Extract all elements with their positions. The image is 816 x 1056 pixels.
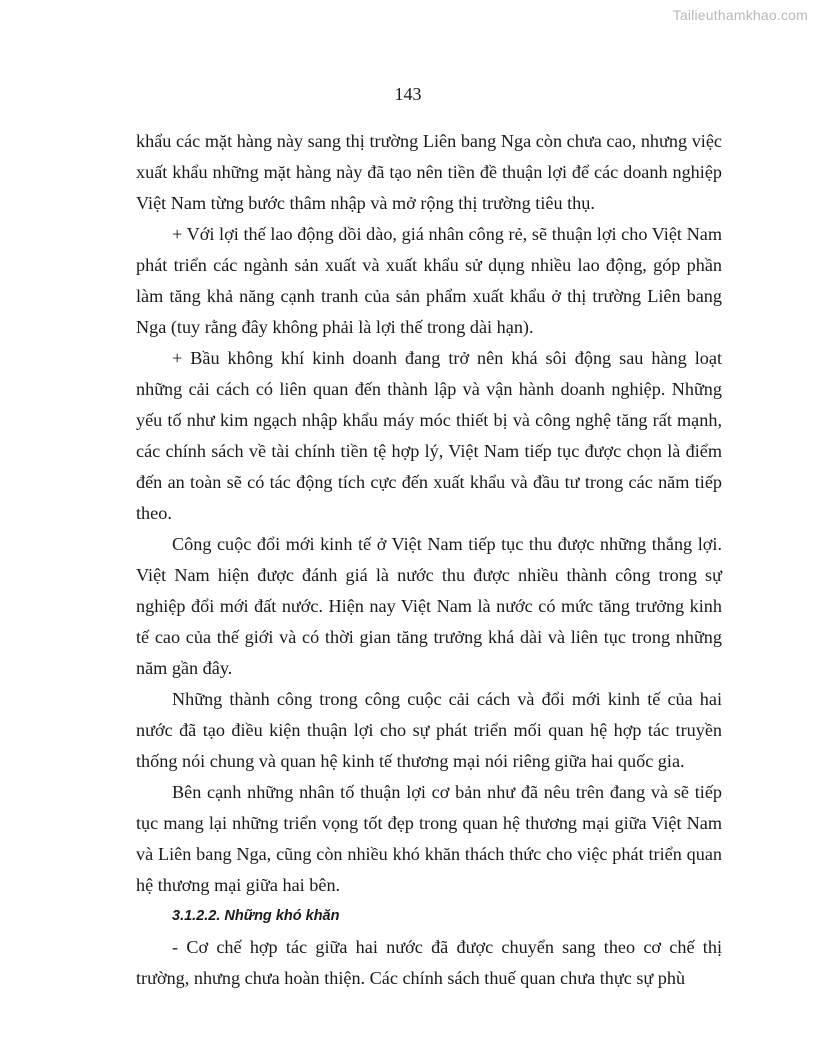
page-number: 143 (394, 84, 422, 104)
section-heading: 3.1.2.2. Những khó khăn (172, 908, 340, 924)
paragraph-continued: khẩu các mặt hàng này sang thị trường Liên bang Nga còn chưa cao, nhưng việc xuất khẩu những mặt hàng này đã tạo nên tiền đề thuận lợi để các doanh nghiệp Việt Nam từng bước thâm nhập và mở rộng thị trường tiêu thụ. (136, 131, 722, 213)
paragraph-labor-advantage: + Với lợi thế lao động dồi dào, giá nhân công rẻ, sẽ thuận lợi cho Việt Nam phát triển các ngành sản xuất và xuất khẩu sử dụng nhiều lao động, góp phần làm tăng khả năng cạnh tranh của sản phẩm xuất khẩu ở thị trường Liên bang Nga (tuy rằng đây không phải là lợi thế trong dài hạn). (136, 224, 722, 337)
paragraph-challenges-intro: Bên cạnh những nhân tố thuận lợi cơ bản như đã nêu trên đang và sẽ tiếp tục mang lại những triển vọng tốt đẹp trong quan hệ thương mại giữa Việt Nam và Liên bang Nga, cũng còn nhiều khó khăn thách thức cho việc phát triển quan hệ thương mại giữa hai bên. (136, 782, 722, 895)
document-body (136, 126, 722, 994)
paragraph-economic-reform: Công cuộc đổi mới kinh tế ở Việt Nam tiếp tục thu được những thắng lợi. Việt Nam hiện được đánh giá là nước thu được nhiều thành công trong sự nghiệp đổi mới đất nước. Hiện nay Việt Nam là nước có mức tăng trưởng kinh tế cao của thế giới và có thời gian tăng trưởng khá dài và liên tục trong những năm gần đây. (136, 534, 722, 678)
paragraph-cooperation-mechanism: - Cơ chế hợp tác giữa hai nước đã được chuyển sang theo cơ chế thị trường, nhưng chưa hoàn thiện. Các chính sách thuế quan chưa thực sự phù (136, 937, 722, 988)
watermark: Tailieuthamkhao.com (672, 7, 808, 23)
paragraph-business-climate: + Bầu không khí kinh doanh đang trở nên khá sôi động sau hàng loạt những cải cách có liên quan đến thành lập và vận hành doanh nghiệp. Những yếu tố như kim ngạch nhập khẩu máy móc thiết bị và công nghệ tăng rất mạnh, các chính sách về tài chính tiền tệ hợp lý, Việt Nam tiếp tục được chọn là điểm đến an toàn sẽ có tác động tích cực đến xuất khẩu và đầu tư trong các năm tiếp theo. (136, 348, 722, 523)
paragraph-reform-success: Những thành công trong công cuộc cải cách và đổi mới kinh tế của hai nước đã tạo điều kiện thuận lợi cho sự phát triển mối quan hệ hợp tác truyền thống nói chung và quan hệ kinh tế thương mại nói riêng giữa hai quốc gia. (136, 689, 722, 771)
